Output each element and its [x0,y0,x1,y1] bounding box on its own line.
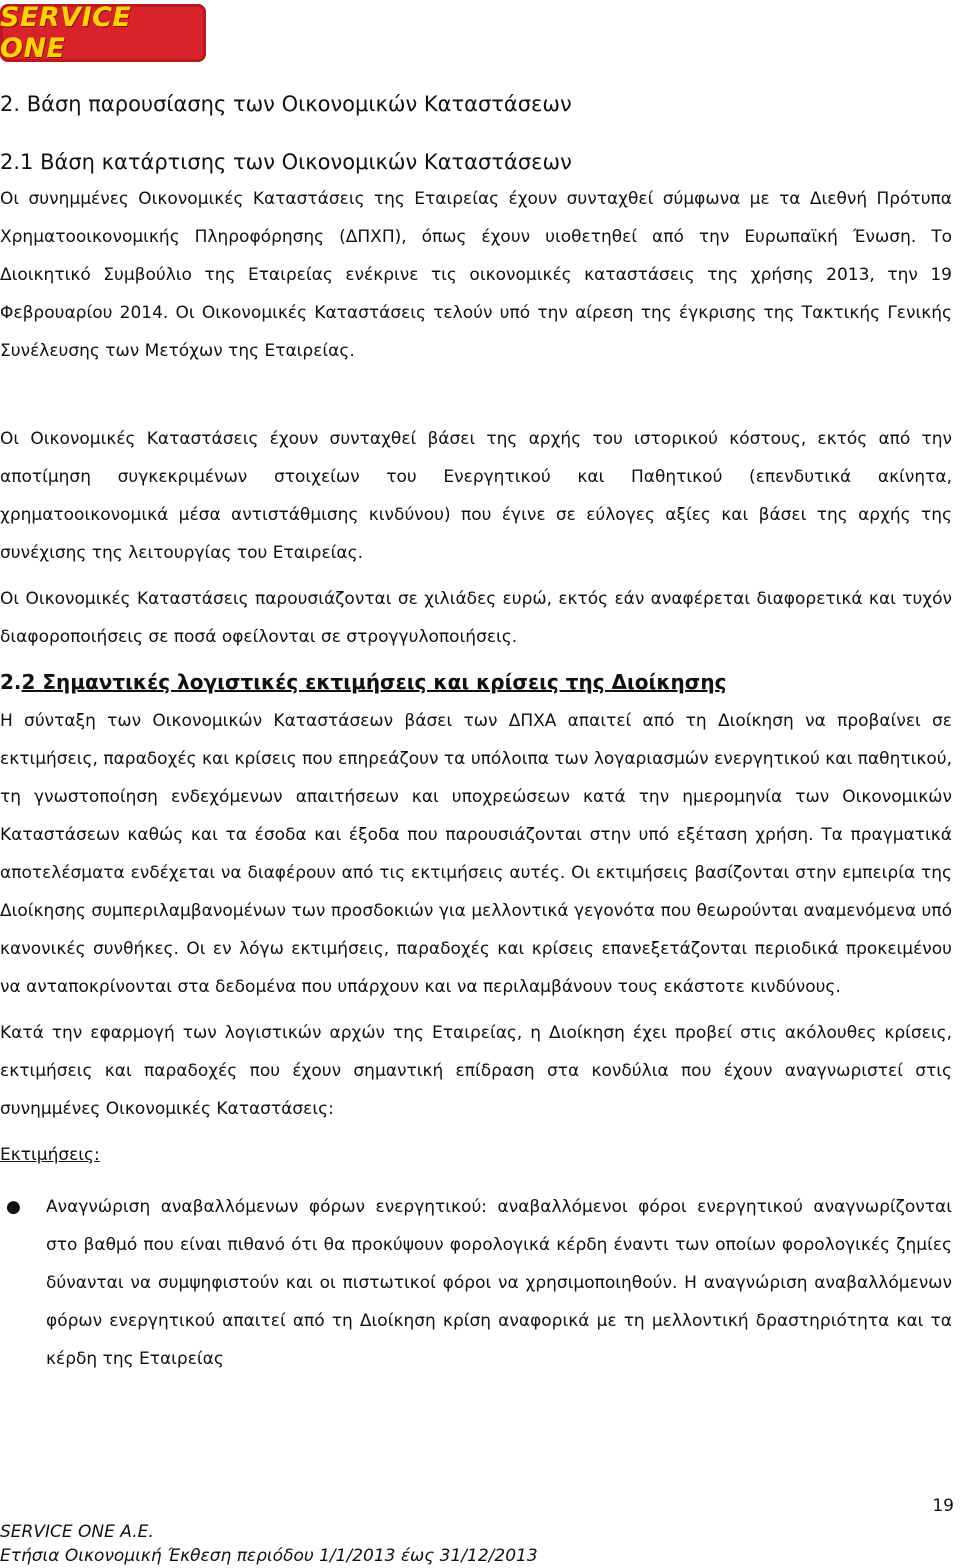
document-body [0,86,952,1378]
bullet-icon: ● [6,1197,21,1217]
logo-text: SERVICE ONE [0,2,132,64]
footer [0,1520,538,1568]
section-heading-2-2-prefix: 2. [0,670,22,694]
paragraph-historical-cost: Οι Οικονομικές Καταστάσεις έχουν συνταχθεί βάσει της αρχής του ιστορικού κόστους, εκτός από την αποτίμηση συγκεκριμένων στοιχείων του Ενεργητικού και Παθητικού (επενδυτικά ακίνητα, χρηματοοικονομικά μέσα αντιστάθμισης κινδύνου) που έγινε σε εύλογες αξίες και βάσει της αρχής της συνέχισης της λειτουργίας του Εταιρείας. [0,429,952,563]
footer-company: SERVICE ONE A.E. [0,1522,154,1542]
paragraph-estimates: Η σύνταξη των Οικονομικών Καταστάσεων βάσει των ΔΠΧΑ απαιτεί από τη Διοίκηση να προβαίνει σε εκτιμήσεις, παραδοχές και κρίσεις που επηρεάζουν τα υπόλοιπα των λογαριασμών ενεργητικού και παθητικού, τη γνωστοποίηση ενδεχόμενων απαιτήσεων και υποχρεώσεων κατά την ημερομηνία των Οικονομικών Καταστάσεων καθώς και τα έσοδα και έξοδα που παρουσιάζονται στην υπό εξέταση χρήση. Τα πραγματικά αποτελέσματα ενδέχεται να διαφέρουν από τις εκτιμήσεις αυτές. Οι εκτιμήσεις βασίζονται στην εμπειρία της Διοίκησης συμπεριλαμβανομένων των προσδοκιών για μελλοντικά γεγονότα που θεωρούνται αναμενόμενα υπό κανονικές συνθήκες. Οι εν λόγω εκτιμήσεις, παραδοχές και κρίσεις επανεξετάζονται περιοδικά προκειμένου να ανταποκρίνονται στα δεδομένα που υπάρχουν και να περιλαμβάνουν τους εκάστοτε κινδύνους. [0,711,952,997]
estimates-label: Εκτιμήσεις: [0,1145,100,1165]
footer-report-title: Ετήσια Οικονομική Έκθεση περιόδου 1/1/2013 έως 31/12/2013 [0,1546,538,1566]
paragraph-basis: Οι συνημμένες Οικονομικές Καταστάσεις της Εταιρείας έχουν συνταχθεί σύμφωνα με τα Διεθνή Πρότυπα Χρηματοοικονομικής Πληροφόρησης (ΔΠΧΠ), όπως έχουν υιοθετηθεί από την Ευρωπαϊκή Ένωση. Το Διοικητικό Συμβούλιο της Εταιρείας ενέκρινε τις οικονομικές καταστάσεις της χρήσης 2013, την 19 Φεβρουαρίου 2014. Οι Οικονομικές Καταστάσεις τελούν υπό την αίρεση της έγκρισης της Τακτικής Γενικής Συνέλευσης των Μετόχων της Εταιρείας. [0,189,952,361]
section-heading-2: 2. Βάση παρουσίασης των Οικονομικών Καταστάσεων [0,92,572,116]
section-heading-2-1: 2.1 Βάση κατάρτισης των Οικονομικών Καταστάσεων [0,150,572,174]
list-item [6,1188,952,1378]
page-number: 19 [932,1496,954,1516]
paragraph-currency: Οι Οικονομικές Καταστάσεις παρουσιάζονται σε χιλιάδες ευρώ, εκτός εάν αναφέρεται διαφορετικά και τυχόν διαφοροποιήσεις σε ποσά οφείλονται σε στρογγυλοποιήσεις. [0,589,952,647]
estimates-list [0,1188,952,1378]
service-one-logo [0,4,206,62]
section-heading-2-2 [0,662,952,702]
section-heading-2-2-title: 2 Σημαντικές λογιστικές εκτιμήσεις και κρίσεις της Διοίκησης [21,670,727,694]
list-item-text: Αναγνώριση αναβαλλόμενων φόρων ενεργητικού: αναβαλλόμενοι φόροι ενεργητικού αναγνωρίζονται στο βαθμό που είναι πιθανό ότι θα προκύψουν φορολογικά κέρδη έναντι των οποίων φορολογικές ζημίες δύνανται να συμψηφιστούν και οι πιστωτικοί φόροι να χρησιμοποιηθούν. Η αναγνώριση αναβαλλόμενων φόρων ενεργητικού απαιτεί από τη Διοίκηση κρίση αναφορικά με τη μελλοντική δραστηριότητα και τα κέρδη της Εταιρείας [46,1197,952,1369]
paragraph-judgements: Κατά την εφαρμογή των λογιστικών αρχών της Εταιρείας, η Διοίκηση έχει προβεί στις ακόλουθες κρίσεις, εκτιμήσεις και παραδοχές που έχουν σημαντική επίδραση στα κονδύλια που έχουν αναγνωριστεί στις συνημμένες Οικονομικές Καταστάσεις: [0,1023,952,1119]
